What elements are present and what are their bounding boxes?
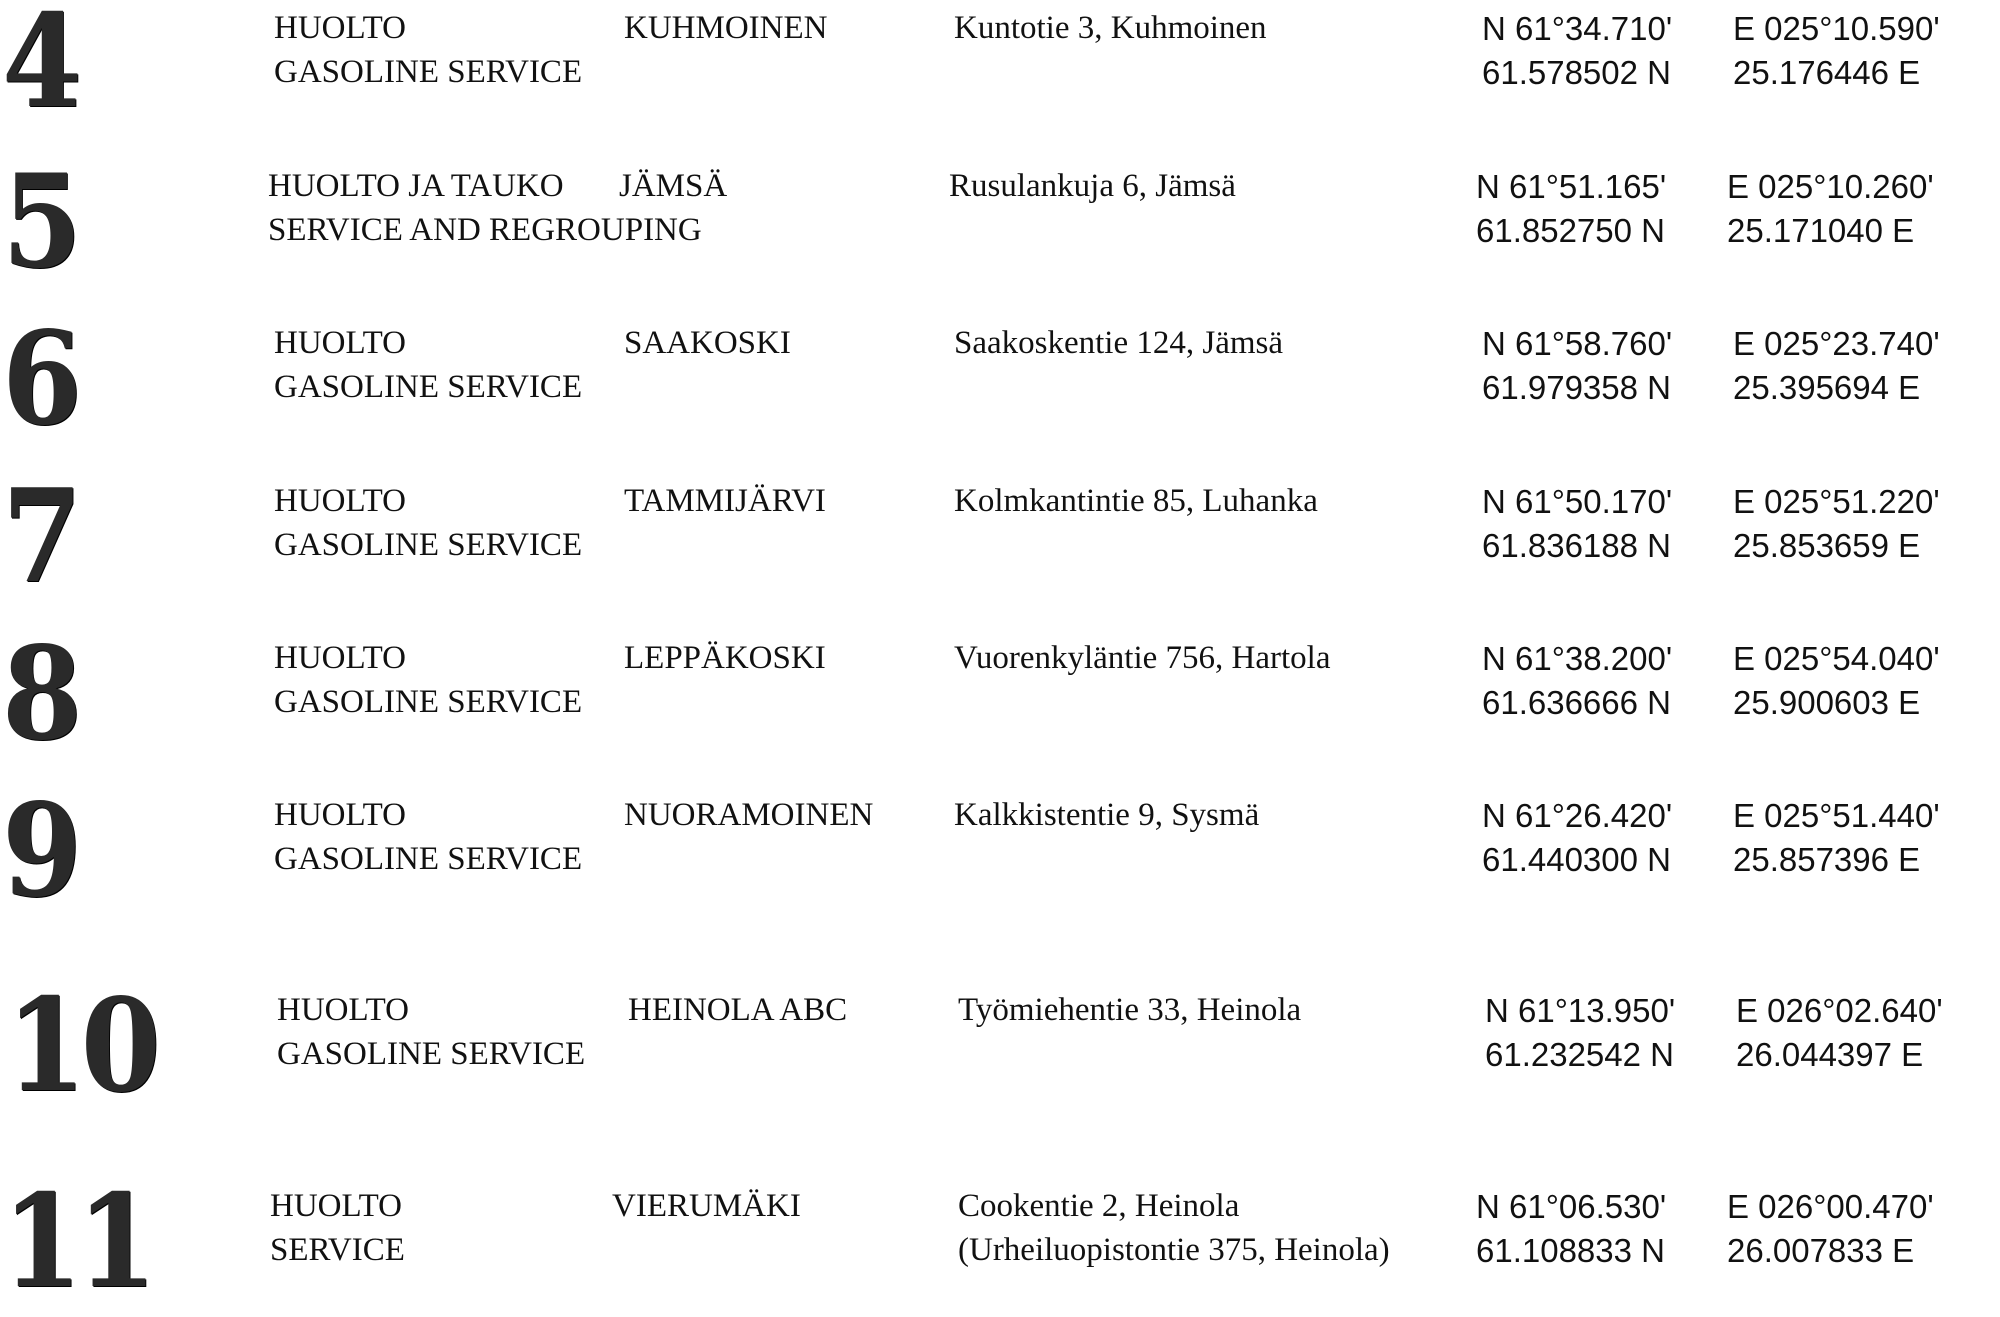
checkpoint-row-6 (0, 304, 2000, 454)
address: Saakoskentie 124, Jämsä (954, 325, 1284, 361)
latitude-decimal: 61.232542 N (1485, 1036, 1674, 1073)
latitude-dm: N 61°50.170' (1482, 483, 1673, 520)
service-type: HUOLTO (274, 10, 407, 46)
address-secondary: (Urheiluopistontie 375, Heinola) (958, 1232, 1390, 1268)
longitude-decimal: 26.044397 E (1736, 1036, 1924, 1073)
longitude-decimal: 25.857396 E (1733, 841, 1921, 878)
address: Rusulankuja 6, Jämsä (949, 168, 1236, 204)
place-name: TAMMIJÄRVI (624, 483, 826, 519)
checkpoint-row-10 (0, 971, 2000, 1121)
longitude-dm: E 025°10.260' (1727, 168, 1934, 205)
place-name: LEPPÄKOSKI (624, 640, 826, 676)
longitude-decimal: 25.900603 E (1733, 684, 1921, 721)
longitude-dm: E 025°10.590' (1733, 10, 1940, 47)
longitude-dm: E 026°02.640' (1736, 992, 1943, 1029)
address: Vuorenkyläntie 756, Hartola (954, 640, 1331, 676)
longitude-decimal: 25.171040 E (1727, 212, 1915, 249)
checkpoint-number: 5 (2, 147, 77, 297)
service-type-english: SERVICE (270, 1232, 405, 1268)
longitude-decimal: 25.853659 E (1733, 527, 1921, 564)
address: Kolmkantintie 85, Luhanka (954, 483, 1318, 519)
longitude-dm: E 025°54.040' (1733, 640, 1940, 677)
place-name: VIERUMÄKI (612, 1188, 801, 1224)
latitude-decimal: 61.836188 N (1482, 527, 1671, 564)
longitude-dm: E 026°00.470' (1727, 1188, 1934, 1225)
place-name: SAAKOSKI (624, 325, 791, 361)
address: Cookentie 2, Heinola (958, 1188, 1240, 1224)
service-type-english: GASOLINE SERVICE (274, 54, 583, 90)
longitude-dm: E 025°23.740' (1733, 325, 1940, 362)
place-name: NUORAMOINEN (624, 797, 874, 833)
address: Kalkkistentie 9, Sysmä (954, 797, 1260, 833)
service-type: HUOLTO (277, 992, 410, 1028)
service-type: HUOLTO (274, 797, 407, 833)
latitude-dm: N 61°06.530' (1476, 1188, 1667, 1225)
service-type-english: GASOLINE SERVICE (274, 527, 583, 563)
latitude-decimal: 61.852750 N (1476, 212, 1665, 249)
checkpoint-row-8 (0, 619, 2000, 769)
checkpoint-number: 10 (6, 971, 156, 1121)
place-name: HEINOLA ABC (628, 992, 848, 1028)
checkpoint-row-4 (0, 0, 2000, 137)
service-type-english: SERVICE AND REGROUPING (268, 212, 702, 248)
service-type: HUOLTO (270, 1188, 403, 1224)
address: Työmiehentie 33, Heinola (958, 992, 1302, 1028)
service-type-english: GASOLINE SERVICE (274, 684, 583, 720)
checkpoint-number: 9 (2, 776, 77, 926)
latitude-dm: N 61°34.710' (1482, 10, 1673, 47)
latitude-dm: N 61°38.200' (1482, 640, 1673, 677)
checkpoint-number: 6 (2, 304, 77, 454)
checkpoint-row-9 (0, 776, 2000, 926)
service-type: HUOLTO JA TAUKO (268, 168, 564, 204)
checkpoint-row-7 (0, 462, 2000, 612)
longitude-decimal: 25.176446 E (1733, 54, 1921, 91)
latitude-dm: N 61°58.760' (1482, 325, 1673, 362)
service-type: HUOLTO (274, 325, 407, 361)
longitude-dm: E 025°51.220' (1733, 483, 1940, 520)
service-type-english: GASOLINE SERVICE (277, 1036, 586, 1072)
longitude-decimal: 26.007833 E (1727, 1232, 1915, 1269)
place-name: KUHMOINEN (624, 10, 828, 46)
service-type: HUOLTO (274, 640, 407, 676)
longitude-dm: E 025°51.440' (1733, 797, 1940, 834)
checkpoint-row-5 (0, 147, 2000, 297)
checkpoint-number: 11 (2, 1167, 152, 1317)
service-type: HUOLTO (274, 483, 407, 519)
checkpoint-number: 4 (2, 0, 77, 137)
latitude-decimal: 61.979358 N (1482, 369, 1671, 406)
latitude-decimal: 61.440300 N (1482, 841, 1671, 878)
latitude-decimal: 61.108833 N (1476, 1232, 1665, 1269)
checkpoint-number: 7 (2, 462, 77, 612)
checkpoint-row-11 (0, 1167, 2000, 1317)
latitude-dm: N 61°26.420' (1482, 797, 1673, 834)
place-name: JÄMSÄ (619, 168, 728, 204)
latitude-dm: N 61°51.165' (1476, 168, 1667, 205)
service-type-english: GASOLINE SERVICE (274, 841, 583, 877)
latitude-decimal: 61.636666 N (1482, 684, 1671, 721)
latitude-dm: N 61°13.950' (1485, 992, 1676, 1029)
address: Kuntotie 3, Kuhmoinen (954, 10, 1267, 46)
latitude-decimal: 61.578502 N (1482, 54, 1671, 91)
longitude-decimal: 25.395694 E (1733, 369, 1921, 406)
service-type-english: GASOLINE SERVICE (274, 369, 583, 405)
checkpoint-number: 8 (2, 619, 77, 769)
